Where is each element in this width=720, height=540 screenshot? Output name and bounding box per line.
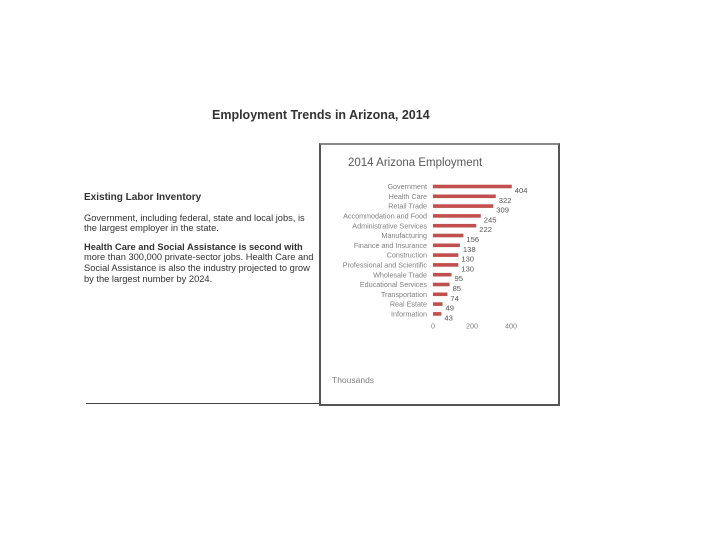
labor-inventory-text bbox=[84, 193, 316, 292]
bars-layer bbox=[343, 182, 528, 331]
category-label-professional-and-scientific: Professional and Scientific bbox=[342, 260, 427, 270]
data-label-professional-and-scientific: 130 bbox=[461, 264, 475, 274]
data-label-manufacturing: 156 bbox=[466, 235, 480, 244]
employment-bar-chart bbox=[321, 145, 558, 404]
data-label-administrative-services: 222 bbox=[479, 225, 492, 235]
x-tick-label: 0 bbox=[431, 321, 435, 331]
data-label-information: 43 bbox=[444, 313, 453, 323]
bar-real-estate bbox=[433, 302, 443, 306]
health-care-paragraph-rest: more than 300,000 private-sector jobs. Health Care and Social Assistance is also the industry projected to grow by the largest number by 2024. bbox=[84, 252, 314, 284]
bar-finance-and-insurance bbox=[433, 244, 460, 248]
bar-professional-and-scientific bbox=[433, 263, 458, 267]
category-label-real-estate: Real Estate bbox=[389, 299, 427, 309]
bar-government bbox=[433, 185, 512, 189]
data-label-transportation: 74 bbox=[450, 293, 459, 303]
bar-manufacturing bbox=[433, 234, 463, 238]
category-label-information: Information bbox=[391, 309, 427, 319]
bar-educational-services bbox=[433, 283, 450, 287]
data-label-retail-trade: 309 bbox=[496, 205, 509, 215]
x-tick-label: 400 bbox=[505, 321, 517, 331]
data-label-wholesale-trade: 95 bbox=[454, 274, 463, 284]
bar-wholesale-trade bbox=[433, 273, 452, 277]
data-label-accommodation-and-food: 245 bbox=[483, 215, 497, 225]
page-title: Employment Trends in Arizona, 2014 bbox=[212, 108, 430, 122]
category-label-educational-services: Educational Services bbox=[359, 280, 427, 290]
bar-health-care bbox=[433, 195, 496, 199]
category-label-transportation: Transportation bbox=[380, 289, 427, 299]
category-label-health-care: Health Care bbox=[388, 191, 427, 201]
bar-retail-trade bbox=[433, 204, 493, 208]
category-label-accommodation-and-food: Accommodation and Food bbox=[343, 211, 427, 221]
bar-transportation bbox=[433, 293, 447, 297]
category-label-manufacturing: Manufacturing bbox=[381, 231, 427, 241]
category-label-administrative-services: Administrative Services bbox=[352, 221, 427, 231]
bar-administrative-services bbox=[433, 224, 476, 228]
category-label-wholesale-trade: Wholesale Trade bbox=[373, 270, 427, 280]
government-paragraph: Government, including federal, state and local jobs, is the largest employer in the state. bbox=[84, 212, 305, 234]
health-care-paragraph-lead: Health Care and Social Assistance is second with bbox=[84, 241, 303, 252]
bar-information bbox=[433, 312, 441, 316]
category-label-construction: Construction bbox=[386, 250, 427, 260]
category-label-government: Government bbox=[387, 182, 427, 192]
x-axis-label: Thousands bbox=[332, 375, 375, 385]
health-care-paragraph bbox=[84, 242, 316, 284]
employment-chart bbox=[319, 143, 560, 406]
bar-construction bbox=[433, 253, 458, 257]
bar-accommodation-and-food bbox=[433, 214, 481, 218]
data-label-construction: 130 bbox=[461, 254, 475, 264]
labor-inventory-heading: Existing Labor Inventory bbox=[84, 192, 202, 203]
data-label-health-care: 322 bbox=[498, 195, 512, 205]
data-label-finance-and-insurance: 138 bbox=[462, 244, 476, 254]
x-tick-label: 200 bbox=[466, 321, 478, 331]
data-label-real-estate: 49 bbox=[445, 303, 455, 313]
data-label-government: 404 bbox=[514, 186, 528, 195]
chart-title: 2014 Arizona Employment bbox=[348, 157, 483, 169]
category-label-finance-and-insurance: Finance and Insurance bbox=[353, 240, 427, 250]
category-label-retail-trade: Retail Trade bbox=[388, 201, 427, 211]
data-label-educational-services: 85 bbox=[452, 284, 462, 293]
